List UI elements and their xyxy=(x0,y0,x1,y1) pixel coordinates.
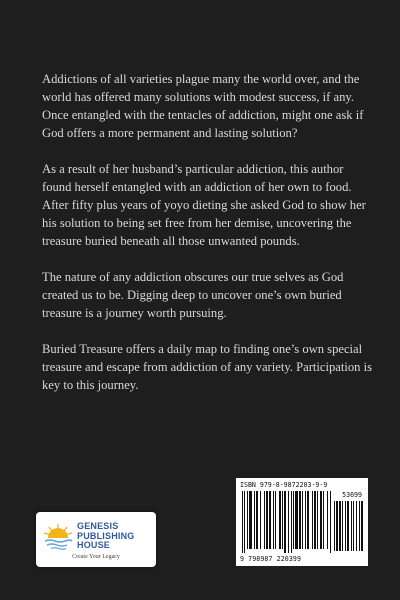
publisher-name-line-1: GENESIS xyxy=(77,521,119,531)
blurb-paragraph-4: Buried Treasure offers a daily map to finding one’s own special treasure and escape from addiction of any variety. Participation is key to this journey. xyxy=(42,342,372,392)
blurb-paragraph-2: As a result of her husband’s particular addiction, this author found herself entangled with an addiction of her own to food. After fifty plus years of yoyo dieting she asked God to show her his solution to being set free from her demise, uncovering the treasure buried beneath all those unwanted pounds. xyxy=(42,162,366,248)
barcode-addon-bars xyxy=(334,501,364,553)
sunrise-over-water-icon xyxy=(42,521,74,551)
barcode-number: 9 798987 220399 xyxy=(240,555,302,563)
blurb-paragraph-3: The nature of any addiction obscures our true selves as God created us to be. Digging deep to uncover one’s own buried treasure is a journey worth pursuing. xyxy=(42,270,344,320)
isbn-label: ISBN 979-8-9872203-9-9 xyxy=(240,481,328,489)
publisher-tagline: Create Your Legacy xyxy=(72,554,120,560)
blurb-paragraph-1: Addictions of all varieties plague many the world over, and the world has offered many solutions with modest success, if any. Once entangled with the tentacles of addiction, might one ask if God offers a more permanent and lasting solution? xyxy=(42,72,364,140)
publisher-name-line-2: PUBLISHING xyxy=(77,530,135,541)
barcode-bars xyxy=(242,491,332,555)
back-cover-blurb xyxy=(42,70,372,412)
isbn-barcode xyxy=(236,478,368,566)
publisher-logo xyxy=(36,512,156,567)
publisher-name xyxy=(77,522,151,551)
price-code: 53699 xyxy=(342,491,362,499)
publisher-name-line-3: HOUSE xyxy=(77,540,111,550)
